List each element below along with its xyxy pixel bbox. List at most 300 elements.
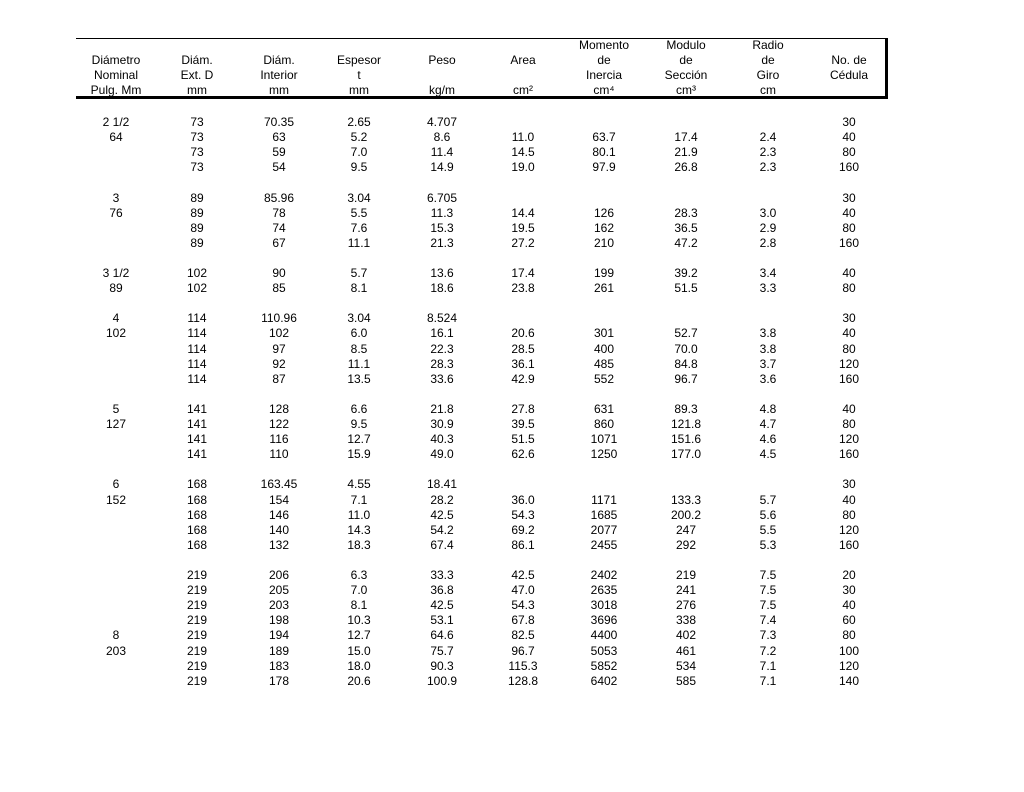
table-cell-peso: 21.3 — [430, 235, 454, 250]
table-cell-cedula: 160 — [838, 371, 860, 386]
table-cell-peso: 22.3 — [430, 341, 454, 356]
table-cell-cedula: 30 — [842, 583, 856, 598]
table-cell-int: 163.45 — [260, 477, 298, 492]
table-cell-radio: 7.5 — [759, 583, 777, 598]
table-cell-ext: 114 — [187, 311, 207, 326]
table-cell-esp: 7.6 — [350, 220, 368, 235]
table-cell-area: 17.4 — [511, 266, 535, 280]
table-cell-modulo: 247 — [675, 522, 697, 537]
header-diam_nom-line-1: Diámetro — [91, 53, 141, 67]
table-cell-radio: 2.3 — [759, 145, 777, 160]
table-cell-area: 69.2 — [511, 522, 535, 537]
table-cell-cedula: 80 — [842, 281, 856, 296]
table-cell-ext: 219 — [186, 658, 208, 673]
table-cell-momento: 3696 — [590, 613, 618, 628]
table-cell-radio: 3.7 — [759, 356, 777, 371]
table-cell-int: 90 — [272, 266, 286, 280]
table-cell-momento: 2077 — [590, 522, 618, 537]
table-cell-cedula: 60 — [842, 613, 856, 628]
table-cell-peso: 11.4 — [430, 145, 454, 160]
table-cell-cedula: 160 — [838, 160, 860, 175]
header-cedula-line-2: Cédula — [829, 68, 869, 82]
table-cell-peso: 15.3 — [430, 220, 454, 235]
table-cell-radio: 2.4 — [759, 130, 777, 145]
table-cell-area: 51.5 — [511, 432, 535, 447]
header-esp-line-1: Espesor — [336, 53, 382, 67]
table-cell-cedula: 80 — [842, 507, 856, 522]
table-cell-modulo: 17.4 — [674, 130, 698, 145]
table-cell-radio: 2.9 — [759, 220, 777, 235]
table-cell-radio: 5.3 — [759, 537, 777, 552]
table-cell-esp: 18.3 — [347, 537, 371, 552]
table-cell-area: 23.8 — [511, 281, 535, 296]
table-cell-int: 116 — [269, 432, 289, 447]
table-cell-area: 96.7 — [511, 643, 535, 658]
table-cell-int: 102 — [268, 326, 290, 341]
table-cell-modulo: 133.3 — [670, 492, 702, 507]
table-cell-esp: 12.7 — [347, 432, 371, 447]
table-cell-int: 198 — [268, 613, 290, 628]
table-cell-esp: 20.6 — [347, 673, 371, 688]
table-cell-radio: 7.5 — [759, 598, 777, 613]
table-cell-modulo: 461 — [675, 643, 697, 658]
table-cell-peso: 100.9 — [426, 673, 458, 688]
header-diam_nom-line-3: Pulg. Mm — [90, 83, 142, 97]
table-cell-int: 183 — [268, 658, 290, 673]
table-cell-momento: 2402 — [590, 568, 618, 582]
table-cell-area: 54.3 — [511, 598, 535, 613]
table-cell-esp: 7.1 — [350, 492, 368, 507]
table-cell-ext: 219 — [186, 613, 208, 628]
table-cell-cedula: 80 — [842, 220, 856, 235]
header-modulo-line-0: Modulo — [666, 38, 706, 52]
table-cell-int: 122 — [268, 417, 290, 431]
table-cell-momento: 5852 — [590, 658, 618, 673]
table-cell-diam_nom: 127 — [105, 417, 127, 431]
table-cell-modulo: 585 — [675, 673, 697, 688]
table-cell-int: 128 — [268, 401, 290, 416]
table-cell-int: 206 — [268, 568, 290, 582]
table-cell-area: 27.2 — [511, 235, 535, 250]
table-cell-ext: 114 — [187, 326, 207, 341]
table-cell-int: 110 — [269, 447, 289, 462]
table-cell-int: 194 — [268, 628, 290, 643]
header-int-line-2: Interior — [260, 68, 298, 82]
table-cell-peso: 40.3 — [430, 432, 454, 447]
table-cell-momento: 301 — [593, 326, 615, 341]
table-cell-radio: 7.2 — [759, 643, 777, 658]
table-cell-esp: 15.0 — [347, 643, 371, 658]
table-cell-momento: 1071 — [590, 432, 618, 447]
table-cell-ext: 141 — [186, 401, 208, 416]
table-cell-esp: 9.5 — [350, 160, 368, 175]
table-cell-momento: 1171 — [591, 492, 617, 507]
table-cell-ext: 168 — [186, 522, 208, 537]
table-cell-radio: 3.4 — [759, 266, 777, 280]
table-cell-ext: 141 — [186, 417, 208, 431]
header-momento-line-3: cm⁴ — [593, 83, 615, 97]
header-ext-line-3: mm — [187, 83, 207, 97]
table-cell-radio: 3.3 — [759, 281, 777, 296]
table-cell-peso: 13.6 — [430, 266, 454, 280]
table-cell-area: 20.6 — [511, 326, 535, 341]
table-cell-momento: 3018 — [590, 598, 618, 613]
table-cell-area: 54.3 — [511, 507, 535, 522]
header-momento-line-2: Inercia — [585, 68, 623, 82]
table-cell-cedula: 20 — [842, 568, 856, 582]
table-cell-peso: 42.5 — [430, 598, 454, 613]
table-cell-int: 74 — [272, 220, 286, 235]
table-cell-cedula: 80 — [842, 628, 856, 643]
table-cell-ext: 89 — [190, 205, 204, 220]
table-cell-diam_nom: 102 — [105, 326, 127, 341]
table-cell-esp: 6.6 — [350, 401, 368, 416]
table-cell-ext: 89 — [190, 220, 204, 235]
table-cell-ext: 168 — [186, 492, 208, 507]
table-cell-cedula: 120 — [838, 522, 860, 537]
table-cell-ext: 73 — [190, 115, 204, 129]
table-cell-modulo: 47.2 — [674, 235, 698, 250]
table-cell-area: 19.0 — [511, 160, 535, 175]
table-cell-peso: 6.705 — [426, 190, 458, 205]
header-radio-line-0: Radio — [752, 38, 784, 52]
table-cell-momento: 485 — [593, 356, 615, 371]
table-cell-modulo: 338 — [675, 613, 697, 628]
table-cell-peso: 21.8 — [430, 401, 454, 416]
table-cell-ext: 168 — [186, 537, 208, 552]
table-cell-cedula: 80 — [842, 417, 856, 431]
table-cell-peso: 8.524 — [426, 311, 458, 326]
table-cell-esp: 11.1 — [347, 356, 371, 371]
header-esp-line-3: mm — [349, 83, 369, 97]
table-cell-modulo: 52.7 — [674, 326, 698, 341]
table-cell-momento: 1250 — [590, 447, 618, 462]
table-cell-area: 115.3 — [508, 658, 538, 673]
table-cell-diam_nom: 2 1/2 — [102, 115, 130, 129]
table-cell-momento: 552 — [593, 371, 615, 386]
header-momento-line-0: Momento — [578, 38, 630, 52]
table-cell-modulo: 96.7 — [674, 371, 698, 386]
table-cell-int: 67 — [272, 235, 286, 250]
table-cell-int: 78 — [272, 205, 286, 220]
header-peso-line-1: Peso — [428, 53, 456, 67]
table-cell-cedula: 40 — [842, 205, 856, 220]
table-cell-int: 203 — [268, 598, 290, 613]
table-cell-area: 14.5 — [511, 145, 535, 160]
table-cell-peso: 53.1 — [430, 613, 454, 628]
table-cell-esp: 18.0 — [347, 658, 371, 673]
table-cell-momento: 400 — [593, 341, 615, 356]
table-cell-momento: 63.7 — [592, 130, 616, 145]
table-cell-diam_nom: 8 — [112, 628, 120, 643]
table-cell-diam_nom: 5 — [112, 401, 120, 416]
table-cell-ext: 102 — [186, 281, 208, 296]
table-cell-area: 47.0 — [511, 583, 535, 598]
table-cell-int: 97 — [272, 341, 286, 356]
table-cell-area: 14.4 — [511, 205, 535, 220]
table-cell-diam_nom: 76 — [109, 205, 123, 220]
table-cell-peso: 4.707 — [426, 115, 458, 129]
header-radio-line-3: cm — [760, 83, 776, 97]
table-cell-ext: 89 — [190, 235, 204, 250]
header-radio-line-1: de — [761, 53, 775, 67]
table-cell-peso: 11.3 — [430, 205, 454, 220]
table-cell-radio: 3.6 — [759, 371, 777, 386]
table-cell-radio: 5.7 — [759, 492, 777, 507]
table-cell-int: 87 — [272, 371, 286, 386]
table-cell-area: 42.9 — [511, 371, 535, 386]
table-cell-int: 110.96 — [261, 311, 297, 326]
table-cell-int: 85 — [272, 281, 286, 296]
table-cell-radio: 7.1 — [759, 673, 777, 688]
table-cell-diam_nom: 6 — [112, 477, 120, 492]
table-cell-area: 27.8 — [511, 401, 535, 416]
table-cell-esp: 10.3 — [347, 613, 371, 628]
table-cell-ext: 73 — [190, 145, 204, 160]
table-cell-ext: 89 — [190, 190, 204, 205]
table-cell-cedula: 30 — [842, 311, 856, 326]
table-cell-peso: 33.6 — [430, 371, 454, 386]
table-cell-radio: 5.5 — [759, 522, 777, 537]
table-cell-esp: 3.04 — [347, 190, 371, 205]
header-radio-line-2: Giro — [756, 68, 780, 82]
table-cell-area: 19.5 — [511, 220, 535, 235]
table-cell-diam_nom: 203 — [105, 643, 127, 658]
table-cell-area: 82.5 — [511, 628, 535, 643]
table-cell-peso: 75.7 — [430, 643, 454, 658]
header-modulo-line-3: cm³ — [676, 83, 696, 97]
table-cell-int: 92 — [272, 356, 286, 371]
table-cell-modulo: 26.8 — [674, 160, 698, 175]
table-cell-area: 42.5 — [511, 568, 535, 582]
table-cell-diam_nom: 4 — [112, 311, 120, 326]
table-cell-radio: 4.7 — [759, 417, 777, 431]
table-cell-esp: 5.2 — [350, 130, 368, 145]
table-cell-diam_nom: 3 1/2 — [102, 266, 130, 280]
table-cell-modulo: 534 — [675, 658, 697, 673]
table-cell-modulo: 51.5 — [674, 281, 698, 296]
table-cell-int: 85.96 — [263, 190, 295, 205]
table-cell-esp: 6.0 — [350, 326, 368, 341]
table-cell-ext: 219 — [186, 568, 208, 582]
header-peso-line-3: kg/m — [428, 83, 456, 97]
table-cell-cedula: 40 — [842, 266, 856, 280]
table-cell-modulo: 200.2 — [670, 507, 702, 522]
table-cell-radio: 2.3 — [759, 160, 777, 175]
table-cell-cedula: 30 — [842, 477, 856, 492]
table-cell-int: 54 — [272, 160, 286, 175]
table-cell-esp: 4.55 — [347, 477, 371, 492]
table-cell-momento: 210 — [593, 235, 615, 250]
header-ext-line-1: Diám. — [181, 53, 213, 67]
table-cell-ext: 168 — [186, 507, 208, 522]
table-cell-diam_nom: 152 — [105, 492, 127, 507]
table-cell-peso: 14.9 — [430, 160, 454, 175]
header-modulo-line-2: Sección — [664, 68, 708, 82]
table-cell-peso: 28.2 — [430, 492, 454, 507]
header-int-line-1: Diám. — [263, 53, 295, 67]
table-cell-esp: 13.5 — [347, 371, 371, 386]
table-cell-ext: 168 — [186, 477, 208, 492]
table-cell-radio: 7.1 — [759, 658, 777, 673]
table-cell-peso: 30.9 — [430, 417, 454, 431]
header-cedula-line-1: No. de — [831, 53, 867, 67]
table-cell-peso: 33.3 — [430, 568, 454, 582]
table-cell-cedula: 40 — [842, 598, 856, 613]
table-cell-cedula: 40 — [842, 492, 856, 507]
table-cell-radio: 3.0 — [759, 205, 777, 220]
table-cell-radio: 2.8 — [759, 235, 777, 250]
table-cell-peso: 64.6 — [430, 628, 454, 643]
table-cell-cedula: 100 — [838, 643, 860, 658]
table-cell-peso: 18.41 — [426, 477, 458, 492]
table-cell-ext: 141 — [186, 432, 208, 447]
table-cell-int: 154 — [268, 492, 290, 507]
table-cell-peso: 54.2 — [430, 522, 454, 537]
table-cell-peso: 42.5 — [430, 507, 454, 522]
header-area-line-1: Area — [510, 53, 536, 67]
table-cell-ext: 114 — [187, 371, 207, 386]
table-cell-area: 86.1 — [511, 537, 535, 552]
table-cell-momento: 162 — [593, 220, 615, 235]
table-cell-momento: 4400 — [590, 628, 618, 643]
table-cell-momento: 199 — [593, 266, 615, 280]
table-cell-radio: 7.4 — [759, 613, 777, 628]
table-cell-esp: 3.04 — [347, 311, 371, 326]
table-cell-ext: 219 — [186, 583, 208, 598]
table-cell-cedula: 40 — [842, 326, 856, 341]
table-cell-int: 59 — [272, 145, 286, 160]
table-cell-esp: 8.5 — [350, 341, 368, 356]
table-cell-area: 11.0 — [511, 130, 535, 145]
table-cell-momento: 631 — [593, 401, 615, 416]
header-modulo-line-1: de — [679, 53, 693, 67]
table-cell-esp: 11.0 — [347, 507, 371, 522]
header-area-line-3: cm² — [513, 83, 533, 97]
table-cell-momento: 2455 — [590, 537, 618, 552]
table-cell-peso: 16.1 — [430, 326, 454, 341]
table-cell-modulo: 151.6 — [670, 432, 702, 447]
table-cell-esp: 15.9 — [347, 447, 371, 462]
table-cell-modulo: 219 — [675, 568, 697, 582]
table-cell-modulo: 402 — [675, 628, 697, 643]
table-cell-momento: 97.9 — [592, 160, 616, 175]
table-cell-esp: 2.65 — [347, 115, 371, 129]
table-cell-ext: 73 — [190, 160, 204, 175]
table-cell-area: 39.5 — [511, 417, 535, 431]
table-cell-esp: 5.5 — [350, 205, 368, 220]
table-cell-momento: 6402 — [590, 673, 618, 688]
header-momento-line-1: de — [597, 53, 611, 67]
table-cell-ext: 141 — [186, 447, 208, 462]
table-cell-esp: 8.1 — [350, 281, 368, 296]
table-cell-int: 146 — [268, 507, 290, 522]
table-cell-int: 63 — [272, 130, 286, 145]
table-cell-esp: 7.0 — [350, 145, 368, 160]
table-cell-ext: 219 — [186, 628, 208, 643]
table-cell-cedula: 30 — [842, 190, 856, 205]
table-cell-radio: 4.6 — [759, 432, 777, 447]
table-cell-modulo: 276 — [675, 598, 697, 613]
header-diam_nom-line-2: Nominal — [93, 68, 139, 82]
table-cell-ext: 219 — [186, 673, 208, 688]
table-cell-modulo: 121.8 — [670, 417, 702, 431]
table-cell-cedula: 160 — [838, 235, 860, 250]
table-cell-esp: 9.5 — [350, 417, 368, 431]
table-cell-radio: 4.5 — [759, 447, 777, 462]
table-cell-int: 189 — [268, 643, 290, 658]
header-esp-line-2: t — [357, 68, 361, 82]
table-cell-modulo: 70.0 — [674, 341, 698, 356]
table-cell-int: 70.35 — [263, 115, 295, 129]
table-cell-peso: 49.0 — [430, 447, 454, 462]
table-cell-cedula: 30 — [842, 115, 856, 129]
table-cell-cedula: 120 — [838, 356, 860, 371]
table-cell-area: 36.1 — [511, 356, 535, 371]
table-cell-area: 128.8 — [507, 673, 539, 688]
table-cell-area: 36.0 — [511, 492, 535, 507]
table-cell-diam_nom: 3 — [112, 190, 120, 205]
table-cell-radio: 7.3 — [759, 628, 777, 643]
table-cell-cedula: 120 — [838, 658, 860, 673]
table-cell-diam_nom: 64 — [109, 130, 123, 145]
table-cell-radio: 3.8 — [759, 341, 777, 356]
table-cell-momento: 5053 — [590, 643, 618, 658]
table-cell-esp: 12.7 — [347, 628, 371, 643]
table-cell-area: 62.6 — [511, 447, 535, 462]
table-cell-area: 28.5 — [511, 341, 535, 356]
table-cell-momento: 860 — [593, 417, 615, 431]
table-cell-radio: 3.8 — [759, 326, 777, 341]
table-cell-ext: 114 — [187, 356, 207, 371]
table-cell-esp: 7.0 — [350, 583, 368, 598]
table-cell-momento: 2635 — [590, 583, 618, 598]
table-cell-peso: 36.8 — [430, 583, 454, 598]
table-cell-cedula: 80 — [842, 341, 856, 356]
table-cell-modulo: 89.3 — [674, 401, 698, 416]
table-cell-int: 205 — [268, 583, 290, 598]
table-cell-modulo: 241 — [675, 583, 697, 598]
table-cell-ext: 219 — [186, 598, 208, 613]
table-cell-cedula: 140 — [838, 673, 860, 688]
table-cell-ext: 219 — [186, 643, 208, 658]
table-cell-radio: 7.5 — [759, 568, 777, 582]
table-cell-modulo: 84.8 — [674, 356, 698, 371]
table-cell-cedula: 40 — [842, 401, 856, 416]
table-cell-diam_nom: 89 — [109, 281, 123, 296]
table-cell-esp: 8.1 — [350, 598, 368, 613]
header-int-line-3: mm — [269, 83, 289, 97]
table-cell-peso: 28.3 — [430, 356, 454, 371]
table-cell-cedula: 40 — [842, 130, 856, 145]
table-cell-cedula: 120 — [838, 432, 860, 447]
table-cell-int: 140 — [268, 522, 290, 537]
table-cell-int: 132 — [268, 537, 290, 552]
table-cell-radio: 5.6 — [759, 507, 777, 522]
table-cell-ext: 102 — [186, 266, 208, 280]
table-cell-int: 178 — [268, 673, 290, 688]
table-cell-esp: 14.3 — [347, 522, 371, 537]
table-cell-momento: 126 — [593, 205, 615, 220]
table-cell-momento: 1685 — [590, 507, 618, 522]
table-cell-modulo: 21.9 — [674, 145, 698, 160]
table-cell-cedula: 160 — [838, 537, 860, 552]
table-cell-esp: 5.7 — [350, 266, 368, 280]
table-cell-modulo: 39.2 — [674, 266, 698, 280]
table-cell-modulo: 292 — [675, 537, 697, 552]
table-cell-area: 67.8 — [511, 613, 535, 628]
table-cell-modulo: 36.5 — [674, 220, 698, 235]
